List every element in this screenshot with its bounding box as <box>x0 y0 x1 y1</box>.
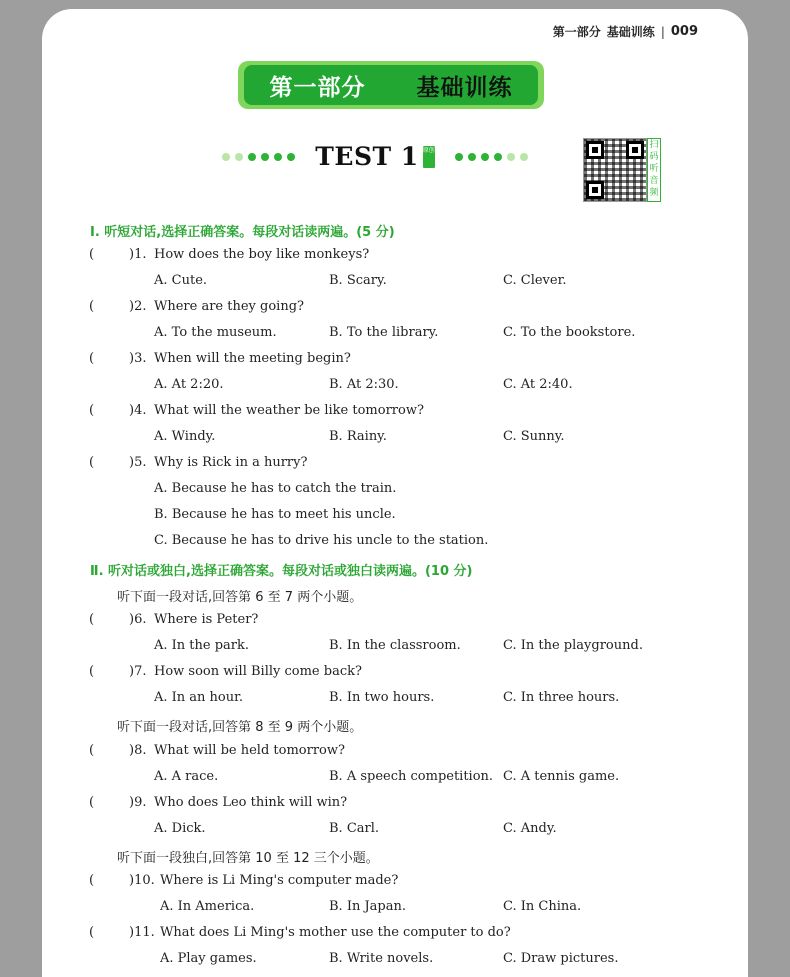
question-text: Where is Li Ming's computer made? <box>160 873 399 888</box>
question-number: )4. <box>129 403 147 418</box>
option-b: B. Carl. <box>329 821 380 836</box>
option-c: C. A tennis game. <box>503 769 620 784</box>
option-b: B. Because he has to meet his uncle. <box>154 507 396 522</box>
option-b: B. Rainy. <box>329 429 387 444</box>
question-text: How soon will Billy come back? <box>154 664 362 679</box>
instruction-text: 听下面一段独白,回答第 10 至 12 三个小题。 <box>117 851 379 866</box>
option-c: C. In three hours. <box>503 690 620 705</box>
running-head-section: 基础训练 <box>606 25 655 39</box>
answer-blank[interactable]: ( <box>89 299 95 314</box>
instruction-text: 听下面一段对话,回答第 8 至 9 两个小题。 <box>117 720 363 735</box>
question-number: )8. <box>129 743 147 758</box>
section-heading: Ⅱ. 听对话或独白,选择正确答案。每段对话或独白读两遍。(10 分) <box>90 564 473 579</box>
answer-blank[interactable]: ( <box>89 351 95 366</box>
banner-part: 第一部分 <box>269 74 366 101</box>
answer-blank[interactable]: ( <box>89 612 95 627</box>
worksheet-page <box>42 9 748 977</box>
page-number: 009 <box>670 24 698 39</box>
question-text: When will the meeting begin? <box>154 351 351 366</box>
answer-blank[interactable]: ( <box>89 873 95 888</box>
option-c: C. Andy. <box>503 821 557 836</box>
running-head-part: 第一部分 <box>552 25 601 39</box>
question-number: )7. <box>129 664 147 679</box>
answer-blank[interactable]: ( <box>89 455 95 470</box>
left-dots-decoration <box>222 153 295 161</box>
option-c: C. Because he has to drive his uncle to the station. <box>154 533 489 548</box>
option-c: C. Draw pictures. <box>503 951 619 966</box>
answer-blank[interactable]: ( <box>89 743 95 758</box>
option-c: C. In the playground. <box>503 638 643 653</box>
question-text: Who does Leo think will win? <box>154 795 348 810</box>
option-a: A. In the park. <box>154 638 250 653</box>
question-text: Where is Peter? <box>154 612 259 627</box>
option-b: B. To the library. <box>329 325 439 340</box>
answer-blank[interactable]: ( <box>89 403 95 418</box>
qr-label: 扫码听音频 <box>647 138 661 202</box>
question-number: )11. <box>129 925 155 940</box>
option-c: C. Sunny. <box>503 429 565 444</box>
option-a: A. To the museum. <box>154 325 277 340</box>
question-number: )2. <box>129 299 147 314</box>
option-a: A. In an hour. <box>154 690 244 705</box>
answer-blank[interactable]: ( <box>89 925 95 940</box>
question-number: )1. <box>129 247 147 262</box>
question-number: )10. <box>129 873 155 888</box>
option-b: B. At 2:30. <box>329 377 399 392</box>
option-b: B. In Japan. <box>329 899 406 914</box>
question-number: )6. <box>129 612 147 627</box>
running-head <box>553 23 698 40</box>
question-number: )3. <box>129 351 147 366</box>
answer-blank[interactable]: ( <box>89 247 95 262</box>
option-a: A. Because he has to catch the train. <box>154 481 397 496</box>
option-b: B. In two hours. <box>329 690 435 705</box>
option-a: A. Dick. <box>154 821 206 836</box>
option-a: A. In America. <box>160 899 255 914</box>
question-number: )5. <box>129 455 147 470</box>
answer-blank[interactable]: ( <box>89 664 95 679</box>
question-text: How does the boy like monkeys? <box>154 247 370 262</box>
option-a: A. Play games. <box>160 951 257 966</box>
question-text: Where are they going? <box>154 299 304 314</box>
question-text: What will the weather be like tomorrow? <box>154 403 424 418</box>
question-text: What will be held tomorrow? <box>154 743 345 758</box>
option-a: A. At 2:20. <box>154 377 224 392</box>
option-a: A. Cute. <box>154 273 208 288</box>
part-banner <box>238 61 544 109</box>
option-c: C. At 2:40. <box>503 377 573 392</box>
question-text: What does Li Ming's mother use the computer to do? <box>160 925 511 940</box>
option-c: C. Clever. <box>503 273 567 288</box>
option-b: B. In the classroom. <box>329 638 461 653</box>
option-b: B. A speech competition. <box>329 769 494 784</box>
option-b: B. Scary. <box>329 273 387 288</box>
answer-blank[interactable]: ( <box>89 795 95 810</box>
banner-title: 基础训练 <box>416 74 513 101</box>
running-head-divider: | <box>660 24 665 39</box>
test-title: TEST 1 <box>315 142 419 171</box>
option-a: A. A race. <box>154 769 219 784</box>
original-badge: 原创 <box>423 146 435 168</box>
option-b: B. Write novels. <box>329 951 434 966</box>
option-a: A. Windy. <box>154 429 216 444</box>
right-dots-decoration <box>455 153 528 161</box>
option-c: C. In China. <box>503 899 582 914</box>
instruction-text: 听下面一段对话,回答第 6 至 7 两个小题。 <box>117 590 363 605</box>
question-text: Why is Rick in a hurry? <box>154 455 308 470</box>
option-c: C. To the bookstore. <box>503 325 636 340</box>
qr-code-icon[interactable] <box>583 138 647 202</box>
question-number: )9. <box>129 795 147 810</box>
section-heading: Ⅰ. 听短对话,选择正确答案。每段对话读两遍。(5 分) <box>90 225 395 240</box>
